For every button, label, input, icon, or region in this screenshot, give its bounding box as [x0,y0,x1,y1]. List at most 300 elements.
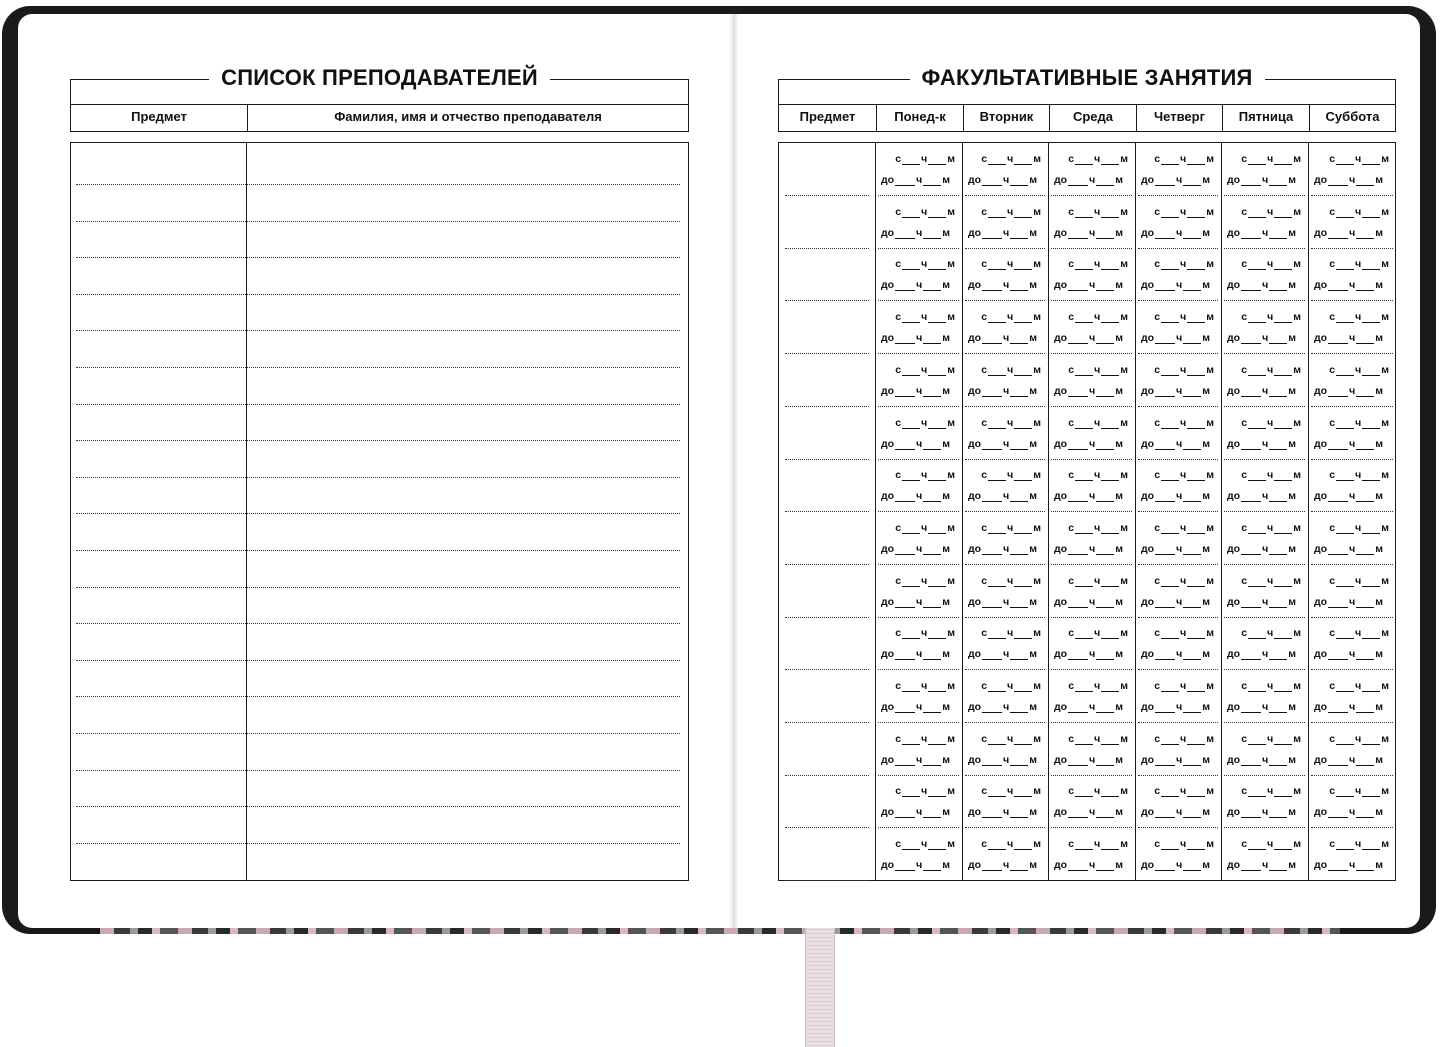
time-to-line: до ч м [968,174,1037,186]
time-slot-cell[interactable] [1311,723,1393,776]
time-to-line: до ч м [881,648,950,660]
time-from-line: с ч м [895,575,955,587]
time-from-line: с ч м [895,785,955,797]
time-to-line: до ч м [881,754,950,766]
time-from-line: с ч м [1068,417,1128,429]
time-from-line: с ч м [1068,785,1128,797]
time-to-line: до ч м [1141,806,1210,818]
teacher-row-line[interactable] [76,440,680,441]
time-from-line: с ч м [1241,258,1301,270]
time-from-line: с ч м [981,258,1041,270]
time-slot-cell[interactable] [1224,670,1305,723]
time-to-line: до ч м [881,279,950,291]
time-from-line: с ч м [895,311,955,323]
time-to-line: до ч м [881,859,950,871]
time-slot-cell[interactable] [878,828,959,881]
time-slot-cell[interactable] [1224,828,1305,881]
time-slot-cell[interactable] [878,301,959,354]
time-to-line: до ч м [1054,279,1123,291]
time-from-line: с ч м [1241,417,1301,429]
time-to-line: до ч м [1314,279,1383,291]
time-from-line: с ч м [895,838,955,850]
time-slot-cell[interactable] [1311,301,1393,354]
time-to-line: до ч м [1054,648,1123,660]
time-slot-cell[interactable] [878,459,959,512]
time-from-line: с ч м [1329,785,1389,797]
time-to-line: до ч м [1141,490,1210,502]
teacher-row-line[interactable] [76,184,680,185]
time-from-line: с ч м [895,733,955,745]
time-to-line: до ч м [1141,596,1210,608]
time-from-line: с ч м [1068,153,1128,165]
column-friday: Пятница [1222,105,1309,131]
time-to-line: до ч м [1227,490,1296,502]
time-from-line: с ч м [1241,733,1301,745]
teacher-row-line[interactable] [76,513,680,514]
time-to-line: до ч м [1314,859,1383,871]
electives-columns [779,104,1395,131]
teacher-row-line[interactable] [76,257,680,258]
page-gutter [729,14,739,928]
time-slot-cell[interactable] [1051,407,1132,460]
time-slot-cell[interactable] [878,723,959,776]
time-from-line: с ч м [981,733,1041,745]
time-to-line: до ч м [968,438,1037,450]
time-to-line: до ч м [1141,701,1210,713]
time-slot-cell[interactable] [965,301,1045,354]
time-to-line: до ч м [881,806,950,818]
elective-row [779,248,1397,301]
elective-row [779,512,1397,565]
column-thursday: Четверг [1136,105,1222,131]
time-slot-cell[interactable] [878,196,959,249]
time-from-line: с ч м [1154,785,1214,797]
column-tuesday: Вторник [963,105,1049,131]
time-to-line: до ч м [968,490,1037,502]
time-slot-cell[interactable] [1311,512,1393,565]
time-from-line: с ч м [895,522,955,534]
time-slot-cell[interactable] [1311,248,1393,301]
teacher-row-line[interactable] [76,587,680,588]
time-to-line: до ч м [968,754,1037,766]
time-slot-cell[interactable] [1138,512,1218,565]
time-to-line: до ч м [881,385,950,397]
time-slot-cell[interactable] [1224,143,1305,196]
time-slot-cell[interactable] [1138,143,1218,196]
time-to-line: до ч м [1227,754,1296,766]
teachers-list-columns [71,104,688,131]
time-to-line: до ч м [1314,174,1383,186]
time-from-line: с ч м [1068,575,1128,587]
time-slot-cell[interactable] [878,565,959,618]
time-to-line: до ч м [881,490,950,502]
time-slot-cell[interactable] [878,248,959,301]
time-slot-cell[interactable] [1051,828,1132,881]
time-from-line: с ч м [981,680,1041,692]
electives-table [778,142,1396,881]
teacher-row-line[interactable] [76,330,680,331]
time-to-line: до ч м [881,227,950,239]
elective-row [779,143,1397,196]
time-slot-cell[interactable] [1138,248,1218,301]
column-monday: Понед-к [876,105,963,131]
elective-row [779,723,1397,776]
time-slot-cell[interactable] [965,565,1045,618]
time-from-line: с ч м [981,785,1041,797]
time-to-line: до ч м [1314,385,1383,397]
time-to-line: до ч м [1227,701,1296,713]
time-to-line: до ч м [968,859,1037,871]
bookmark-ribbon[interactable] [805,926,835,1047]
time-slot-cell[interactable] [1051,301,1132,354]
time-slot-cell[interactable] [965,828,1045,881]
time-slot-cell[interactable] [1311,459,1393,512]
time-from-line: с ч м [1329,153,1389,165]
time-slot-cell[interactable] [965,354,1045,407]
time-slot-cell[interactable] [1138,617,1218,670]
time-from-line: с ч м [1241,680,1301,692]
time-from-line: с ч м [1329,206,1389,218]
time-to-line: до ч м [881,701,950,713]
time-slot-cell[interactable] [878,670,959,723]
elective-subject-line[interactable] [785,880,869,881]
time-to-line: до ч м [1141,859,1210,871]
teachers-list-title: СПИСОК ПРЕПОДАВАТЕЛЕЙ [209,65,550,90]
time-slot-cell[interactable] [965,248,1045,301]
time-from-line: с ч м [895,627,955,639]
time-from-line: с ч м [1241,153,1301,165]
time-from-line: с ч м [1329,522,1389,534]
elective-row [779,301,1397,354]
time-from-line: с ч м [981,469,1041,481]
time-to-line: до ч м [1227,648,1296,660]
time-to-line: до ч м [968,648,1037,660]
time-from-line: с ч м [1154,469,1214,481]
time-from-line: с ч м [1241,206,1301,218]
time-to-line: до ч м [1314,701,1383,713]
time-slot-cell[interactable] [965,512,1045,565]
time-from-line: с ч м [1329,838,1389,850]
time-slot-cell[interactable] [878,775,959,828]
time-to-line: до ч м [1314,227,1383,239]
time-slot-cell[interactable] [1224,354,1305,407]
time-slot-cell[interactable] [965,407,1045,460]
time-from-line: с ч м [1241,838,1301,850]
time-to-line: до ч м [1314,332,1383,344]
time-from-line: с ч м [1154,258,1214,270]
time-from-line: с ч м [1068,680,1128,692]
time-slot-cell[interactable] [1224,301,1305,354]
time-to-line: до ч м [1314,806,1383,818]
teacher-row-line[interactable] [76,221,680,222]
time-slot-cell[interactable] [1051,248,1132,301]
time-to-line: до ч м [1227,174,1296,186]
time-from-line: с ч м [1154,311,1214,323]
teacher-row-line[interactable] [76,404,680,405]
time-slot-cell[interactable] [1138,301,1218,354]
time-from-line: с ч м [1329,733,1389,745]
time-to-line: до ч м [1227,385,1296,397]
time-slot-cell[interactable] [1138,407,1218,460]
time-to-line: до ч м [1054,490,1123,502]
teachers-list-header [70,65,689,132]
time-from-line: с ч м [1329,575,1389,587]
elective-row [779,828,1397,881]
time-slot-cell[interactable] [1051,459,1132,512]
time-to-line: до ч м [1054,859,1123,871]
time-from-line: с ч м [895,417,955,429]
time-from-line: с ч м [1154,838,1214,850]
time-from-line: с ч м [1154,680,1214,692]
teacher-row-line[interactable] [76,806,680,807]
time-to-line: до ч м [1314,648,1383,660]
time-from-line: с ч м [895,469,955,481]
time-to-line: до ч м [1054,174,1123,186]
time-from-line: с ч м [1154,522,1214,534]
time-slot-cell[interactable] [878,143,959,196]
time-from-line: с ч м [1068,364,1128,376]
column-saturday: Суббота [1309,105,1395,131]
time-to-line: до ч м [968,332,1037,344]
time-from-line: с ч м [1154,206,1214,218]
time-to-line: до ч м [1054,227,1123,239]
time-to-line: до ч м [1314,490,1383,502]
time-to-line: до ч м [881,596,950,608]
time-to-line: до ч м [1141,332,1210,344]
teacher-row-line[interactable] [76,623,680,624]
time-slot-cell[interactable] [1051,617,1132,670]
time-slot-cell[interactable] [1224,617,1305,670]
time-to-line: до ч м [968,806,1037,818]
time-from-line: с ч м [1329,311,1389,323]
time-from-line: с ч м [1154,153,1214,165]
time-to-line: до ч м [1227,227,1296,239]
time-to-line: до ч м [881,438,950,450]
teacher-row-line[interactable] [76,733,680,734]
time-slot-cell[interactable] [965,617,1045,670]
teachers-table [70,142,689,881]
time-slot-cell[interactable] [1224,196,1305,249]
time-slot-cell[interactable] [1224,723,1305,776]
time-slot-cell[interactable] [1051,354,1132,407]
time-to-line: до ч м [881,332,950,344]
time-to-line: до ч м [968,701,1037,713]
electives-header [778,65,1396,132]
time-to-line: до ч м [1141,754,1210,766]
time-to-line: до ч м [1227,332,1296,344]
time-from-line: с ч м [1329,469,1389,481]
time-slot-cell[interactable] [878,512,959,565]
time-to-line: до ч м [968,543,1037,555]
time-from-line: с ч м [1154,417,1214,429]
time-from-line: с ч м [1241,311,1301,323]
teacher-row-line[interactable] [76,294,680,295]
time-to-line: до ч м [1314,754,1383,766]
time-from-line: с ч м [1154,575,1214,587]
time-from-line: с ч м [895,364,955,376]
elective-row [779,775,1397,828]
time-slot-cell[interactable] [1224,565,1305,618]
time-from-line: с ч м [1068,311,1128,323]
time-slot-cell[interactable] [1311,196,1393,249]
time-to-line: до ч м [1054,701,1123,713]
elective-row [779,459,1397,512]
time-from-line: с ч м [1329,680,1389,692]
column-subject: Предмет [799,109,856,124]
time-slot-cell[interactable] [1311,407,1393,460]
time-to-line: до ч м [968,385,1037,397]
time-from-line: с ч м [981,417,1041,429]
time-slot-cell[interactable] [1138,459,1218,512]
elective-row [779,617,1397,670]
time-slot-cell[interactable] [965,143,1045,196]
time-slot-cell[interactable] [1224,248,1305,301]
time-from-line: с ч м [1068,206,1128,218]
teacher-row-line[interactable] [76,696,680,697]
time-from-line: с ч м [1241,627,1301,639]
elective-row [779,354,1397,407]
time-to-line: до ч м [1141,438,1210,450]
time-to-line: до ч м [1227,438,1296,450]
time-from-line: с ч м [1329,627,1389,639]
teacher-row-line[interactable] [76,660,680,661]
time-to-line: до ч м [1054,754,1123,766]
time-from-line: с ч м [1329,364,1389,376]
teacher-row-line[interactable] [76,770,680,771]
time-from-line: с ч м [981,575,1041,587]
time-from-line: с ч м [981,627,1041,639]
time-slot-cell[interactable] [1311,828,1393,881]
time-slot-cell[interactable] [1311,354,1393,407]
time-slot-cell[interactable] [1224,775,1305,828]
time-slot-cell[interactable] [1311,565,1393,618]
teacher-row-line[interactable] [76,477,680,478]
time-slot-cell[interactable] [965,775,1045,828]
time-to-line: до ч м [1141,174,1210,186]
time-to-line: до ч м [968,279,1037,291]
elective-row [779,565,1397,618]
time-from-line: с ч м [1241,469,1301,481]
column-subject: Предмет [131,109,187,124]
time-from-line: с ч м [1068,627,1128,639]
time-from-line: с ч м [981,206,1041,218]
time-slot-cell[interactable] [1051,143,1132,196]
time-slot-cell[interactable] [1138,565,1218,618]
time-slot-cell[interactable] [1051,565,1132,618]
time-slot-cell[interactable] [1311,617,1393,670]
time-to-line: до ч м [1314,596,1383,608]
time-slot-cell[interactable] [1224,459,1305,512]
time-to-line: до ч м [1054,332,1123,344]
time-from-line: с ч м [895,258,955,270]
time-to-line: до ч м [1314,543,1383,555]
time-to-line: до ч м [1141,543,1210,555]
time-from-line: с ч м [895,680,955,692]
time-from-line: с ч м [981,838,1041,850]
time-slot-cell[interactable] [1138,723,1218,776]
time-slot-cell[interactable] [1311,775,1393,828]
time-to-line: до ч м [1314,438,1383,450]
time-to-line: до ч м [1227,806,1296,818]
time-slot-cell[interactable] [1138,670,1218,723]
time-from-line: с ч м [1068,522,1128,534]
time-slot-cell[interactable] [1311,670,1393,723]
time-slot-cell[interactable] [965,459,1045,512]
time-to-line: до ч м [1227,279,1296,291]
time-to-line: до ч м [1054,806,1123,818]
teacher-row-line[interactable] [76,367,680,368]
time-to-line: до ч м [1054,385,1123,397]
time-slot-cell[interactable] [1051,196,1132,249]
teacher-row-line[interactable] [76,843,680,844]
time-slot-cell[interactable] [965,670,1045,723]
teacher-row-line[interactable] [76,550,680,551]
column-teacher-name: Фамилия, имя и отчество преподавателя [247,105,688,131]
time-to-line: до ч м [1054,596,1123,608]
time-from-line: с ч м [1329,417,1389,429]
time-slot-cell[interactable] [878,617,959,670]
time-from-line: с ч м [1068,733,1128,745]
time-from-line: с ч м [1241,522,1301,534]
time-slot-cell[interactable] [878,407,959,460]
time-slot-cell[interactable] [878,354,959,407]
time-slot-cell[interactable] [1138,196,1218,249]
time-from-line: с ч м [895,153,955,165]
time-slot-cell[interactable] [1051,723,1132,776]
time-to-line: до ч м [968,596,1037,608]
time-slot-cell[interactable] [1051,670,1132,723]
time-to-line: до ч м [1141,648,1210,660]
time-from-line: с ч м [981,522,1041,534]
time-from-line: с ч м [1241,785,1301,797]
time-to-line: до ч м [1141,279,1210,291]
time-from-line: с ч м [981,364,1041,376]
time-from-line: с ч м [981,153,1041,165]
elective-row [779,670,1397,723]
time-slot-cell[interactable] [1138,775,1218,828]
time-slot-cell[interactable] [1224,512,1305,565]
electives-title: ФАКУЛЬТАТИВНЫЕ ЗАНЯТИЯ [910,65,1265,90]
time-slot-cell[interactable] [1051,775,1132,828]
time-slot-cell[interactable] [1138,354,1218,407]
time-from-line: с ч м [1329,258,1389,270]
time-slot-cell[interactable] [965,723,1045,776]
time-from-line: с ч м [895,206,955,218]
time-from-line: с ч м [1154,364,1214,376]
time-from-line: с ч м [1154,627,1214,639]
time-slot-cell[interactable] [1138,828,1218,881]
time-from-line: с ч м [1241,575,1301,587]
time-to-line: до ч м [881,543,950,555]
time-slot-cell[interactable] [965,196,1045,249]
time-slot-cell[interactable] [1224,407,1305,460]
time-to-line: до ч м [1227,596,1296,608]
time-to-line: до ч м [1054,543,1123,555]
time-to-line: до ч м [1141,385,1210,397]
time-to-line: до ч м [1054,438,1123,450]
time-to-line: до ч м [1227,543,1296,555]
time-from-line: с ч м [1154,733,1214,745]
time-slot-cell[interactable] [1051,512,1132,565]
time-to-line: до ч м [1227,859,1296,871]
time-to-line: до ч м [881,174,950,186]
time-from-line: с ч м [981,311,1041,323]
time-slot-cell[interactable] [1311,143,1393,196]
time-to-line: до ч м [968,227,1037,239]
time-from-line: с ч м [1068,838,1128,850]
time-to-line: до ч м [1141,227,1210,239]
elective-row [779,407,1397,460]
